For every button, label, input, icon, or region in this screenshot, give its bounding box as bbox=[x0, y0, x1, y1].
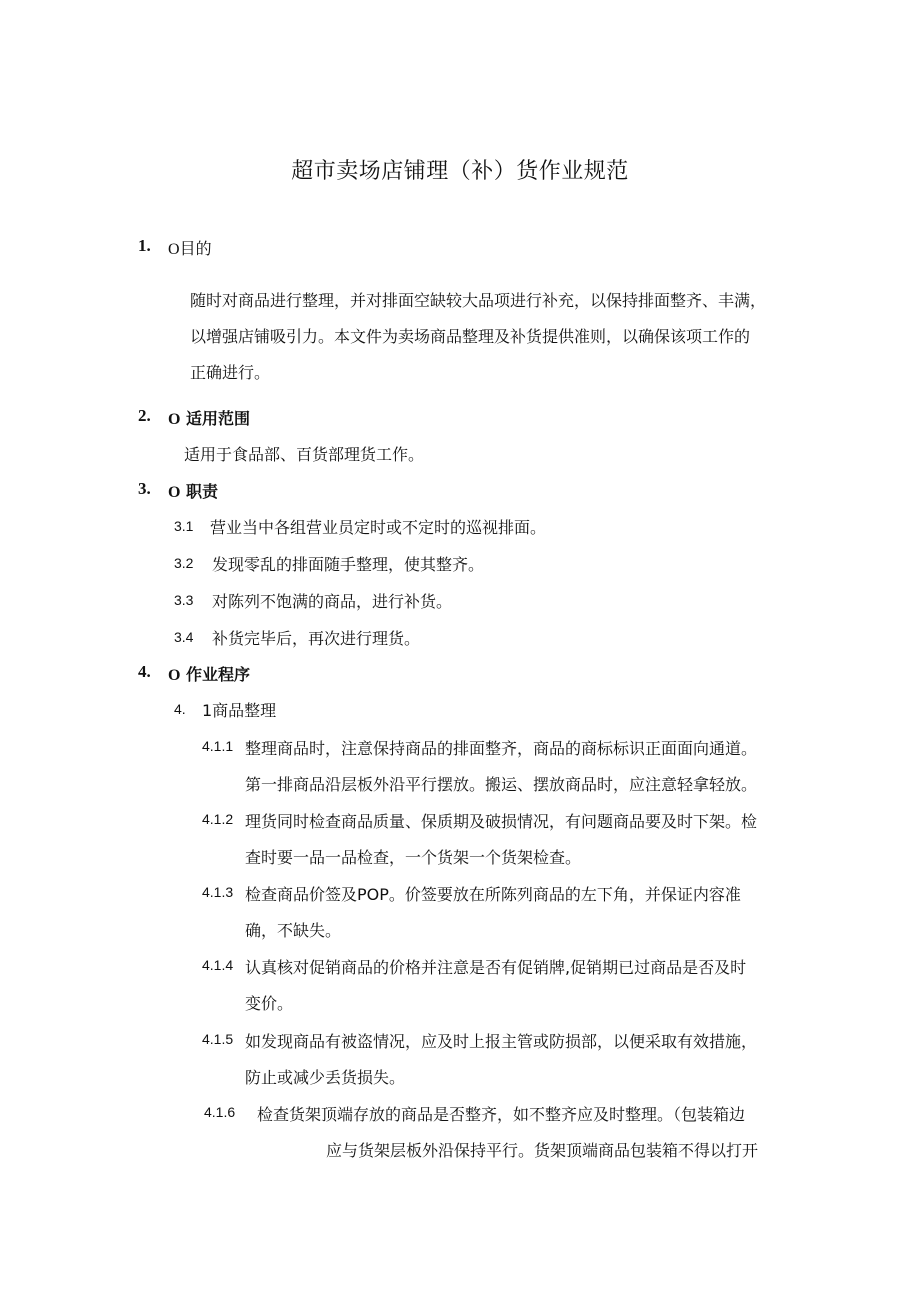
clause-text-line: 整理商品时，注意保持商品的排面整齐，商品的商标标识正面面向通道。 bbox=[245, 739, 758, 758]
clause-text-line: 变价。 bbox=[245, 994, 294, 1013]
section-3-number: 3. bbox=[138, 479, 151, 498]
section-3-item-text: 发现零乱的排面随手整理，使其整齐。 bbox=[212, 555, 485, 574]
section-3-item bbox=[174, 516, 193, 535]
clause-number: 4.1.6 bbox=[204, 1104, 236, 1120]
item-number: 3.2 bbox=[174, 555, 194, 571]
section-3-mark: O bbox=[168, 484, 181, 501]
subsection-title: 1商品整理 bbox=[202, 701, 277, 720]
clause-text-line: 如发现商品有被盗情况，应及时上报主管或防损部，以便采取有效措施， bbox=[245, 1032, 758, 1051]
section-3-item bbox=[174, 553, 193, 572]
section-4-heading bbox=[168, 662, 250, 685]
clause-text-line: 应与货架层板外沿保持平行。货架顶端商品包装箱不得以打开 bbox=[326, 1141, 759, 1160]
document-title: 超市卖场店铺理（补）货作业规范 bbox=[291, 159, 629, 184]
section-2-title: 适用范围 bbox=[186, 409, 251, 428]
section-3-item bbox=[174, 627, 193, 646]
clause-number: 4.1.5 bbox=[202, 1031, 234, 1047]
clause-number: 4.1.4 bbox=[202, 957, 234, 973]
section-1-number: 1. bbox=[138, 236, 151, 255]
section-2-mark: O bbox=[168, 411, 181, 428]
clause-number: 4.1.3 bbox=[202, 884, 234, 900]
section-3-item bbox=[174, 590, 193, 609]
clause-text-line: 查时要一品一品检查，一个货架一个货架检查。 bbox=[245, 848, 582, 867]
section-4-number: 4. bbox=[138, 662, 151, 681]
section-1-paragraph-line: 以增强店铺吸引力。本文件为卖场商品整理及补货提供准则，以确保该项工作的 bbox=[190, 327, 751, 346]
clause-text-line: 检查商品价签及POP。价签要放在所陈列商品的左下角，并保证内容准 bbox=[245, 885, 741, 904]
section-1-heading bbox=[168, 236, 212, 259]
section-1-paragraph-line: 正确进行。 bbox=[190, 363, 271, 382]
clause-text-line: 认真核对促销商品的价格并注意是否有促销牌,促销期已过商品是否及时 bbox=[245, 958, 747, 977]
clause-text-line: 确，不缺失。 bbox=[245, 921, 342, 940]
item-number: 3.3 bbox=[174, 592, 194, 608]
section-4-mark: O bbox=[168, 667, 181, 684]
section-3-item-text: 营业当中各组营业员定时或不定时的巡视排面。 bbox=[210, 518, 547, 537]
section-3-item-text: 对陈列不饱满的商品，进行补货。 bbox=[212, 592, 453, 611]
section-4-title: 作业程序 bbox=[186, 665, 251, 684]
subsection-4-1-heading bbox=[174, 699, 186, 718]
section-2-number: 2. bbox=[138, 406, 151, 425]
clause-number: 4.1.2 bbox=[202, 811, 234, 827]
section-1-title: 目的 bbox=[179, 239, 212, 258]
item-number: 3.1 bbox=[174, 518, 194, 534]
clause-text-line: 第一排商品沿层板外沿平行摆放。搬运、摆放商品时，应注意轻拿轻放。 bbox=[245, 775, 758, 794]
clause-text-line: 防止或减少丢货损失。 bbox=[245, 1068, 406, 1087]
subsection-number: 4. bbox=[174, 701, 186, 717]
section-3-item-text: 补货完毕后，再次进行理货。 bbox=[212, 629, 421, 648]
section-3-title: 职责 bbox=[186, 482, 219, 501]
section-2-heading bbox=[168, 406, 250, 429]
section-3-heading bbox=[168, 479, 218, 502]
section-1-paragraph-line: 随时对商品进行整理，并对排面空缺较大品项进行补充，以保持排面整齐、丰满， bbox=[190, 291, 767, 310]
clause-number: 4.1.1 bbox=[202, 738, 234, 754]
clause-text-line: 理货同时检查商品质量、保质期及破损情况，有问题商品要及时下架。检 bbox=[245, 812, 758, 831]
item-number: 3.4 bbox=[174, 629, 194, 645]
section-1-mark: O bbox=[168, 241, 180, 258]
clause-text-line: 检查货架顶端存放的商品是否整齐，如不整齐应及时整理。（包装箱边 bbox=[257, 1105, 746, 1124]
section-2-paragraph-line: 适用于食品部、百货部理货工作。 bbox=[184, 445, 425, 464]
